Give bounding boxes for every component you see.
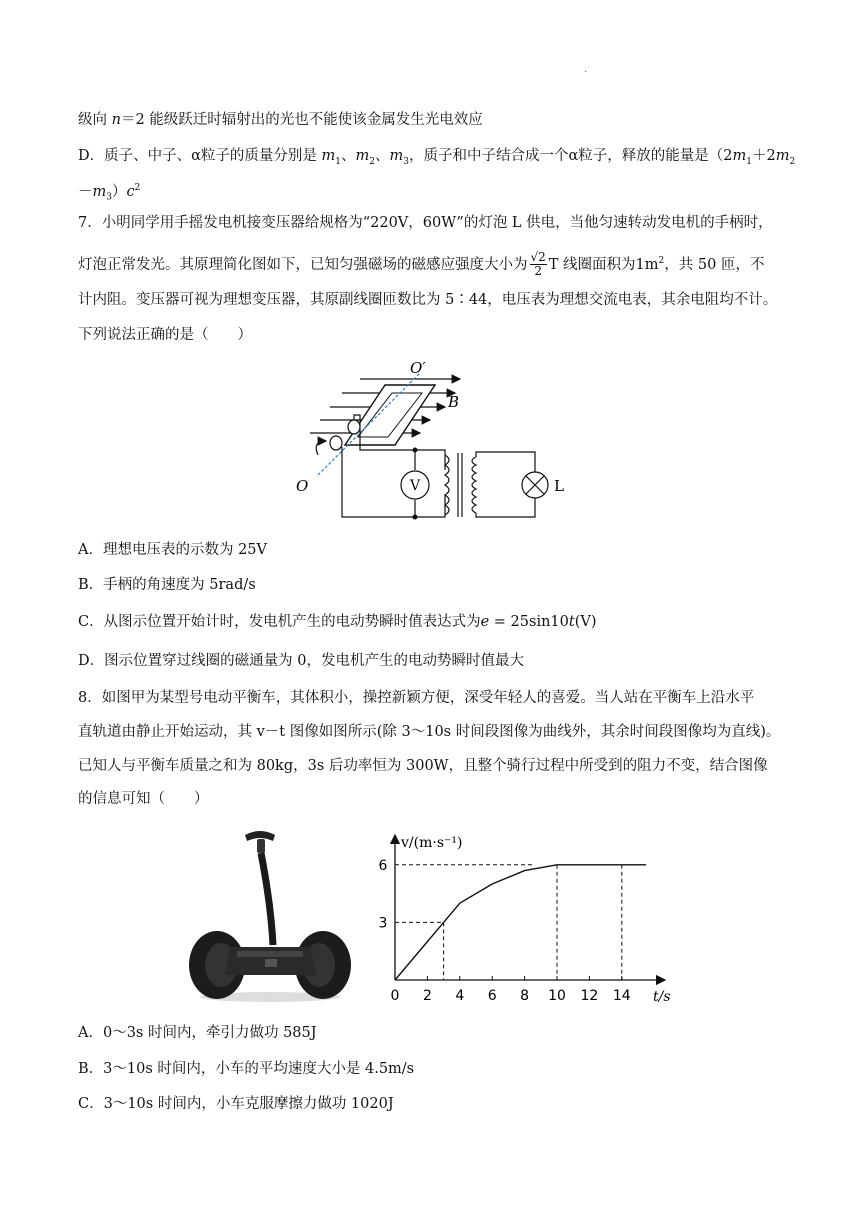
- slip-ring: [330, 436, 342, 450]
- x-tick-label: 10: [548, 988, 566, 1004]
- q7-fraction: $\frac{√2}{2}$: [530, 250, 546, 279]
- field-label-b: B: [448, 393, 460, 411]
- q7-option-c: C．从图示位置开始计时，发电机产生的电动势瞬时值表达式为e = 25sin10t(V): [78, 614, 597, 630]
- x-tick-label: 12: [580, 988, 599, 1004]
- velocity-time-chart: [365, 825, 685, 1010]
- rotation-arrow: [316, 441, 326, 455]
- x-tick-label: 8: [520, 988, 530, 1004]
- q7-stem-line4: 下列说法正确的是（ ）: [78, 327, 252, 343]
- q7-option-a: A．理想电压表的示数为 25V: [78, 542, 268, 558]
- y-axis-label: v/(m·s⁻¹): [401, 835, 463, 851]
- prev-option-continuation: 级向 n＝2 能级跃迁时辐射出的光也不能使该金属发生光电效应: [78, 112, 483, 128]
- q8-option-c: C．3～10s 时间内，小车克服摩擦力做功 1020J: [78, 1096, 394, 1112]
- x-tick-label: 4: [455, 988, 465, 1004]
- axis-label-o: O: [296, 477, 309, 495]
- prev-option-d: D．质子、中子、α粒子的质量分别是 $m_1$、$m_2$、$m_3$，质子和中子结合成一个α粒子，释放的能量是（$2m_1+2m_2$: [78, 148, 796, 167]
- q7-stem-line1: 7．小明同学用手摇发电机接变压器给规格为“220V，60W”的灯泡 L 供电，当他匀速转动发电机的手柄时，: [78, 215, 773, 231]
- voltmeter-label: V: [409, 478, 421, 494]
- q8-stem-line1: 8．如图甲为某型号电动平衡车，其体积小，操控新颖方便，深受年轻人的喜爱。当人站在平衡车上沿水平: [78, 690, 755, 706]
- q7-stem-line2: 灯泡正常发光。其原理简化图如下，已知匀强磁场的磁感应强度大小为 $\frac{√2}{2}$ T 线圈面积为$1m^2$，共 50 匝，不: [78, 250, 765, 279]
- x-tick-label: 6: [487, 988, 497, 1004]
- q8-stem-line3: 已知人与平衡车质量之和为 80kg，3s 后功率恒为 300W，且整个骑行过程中所受到的阻力不变，结合图像: [78, 758, 768, 774]
- q7-option-d: D．图示位置穿过线圈的磁通量为 0，发电机产生的电动势瞬时值最大: [78, 653, 524, 669]
- q7-option-b: B．手柄的角速度为 5rad/s: [78, 577, 256, 593]
- x-tick-label: 14: [612, 988, 631, 1004]
- q8-stem-line4: 的信息可知（ ）: [78, 791, 209, 807]
- prev-option-d-cont: $-m_3)c^2$: [78, 183, 141, 203]
- y-tick-label: 6: [378, 857, 388, 874]
- q8-option-a: A．0～3s 时间内，牵引力做功 585J: [78, 1025, 317, 1041]
- transformer-secondary: [472, 457, 476, 513]
- q7-stem-line3: 计内阻。变压器可视为理想变压器，其原副线圈匝数比为 5∶44，电压表为理想交流电表，其余电阻均不计。: [78, 292, 778, 308]
- x-tick-label: 2: [422, 988, 432, 1004]
- lamp-label: L: [554, 477, 564, 495]
- q8-option-b: B．3～10s 时间内，小车的平均速度大小是 4.5m/s: [78, 1061, 415, 1077]
- x-axis-label: t/s: [653, 989, 671, 1005]
- axis-label-o-prime: O′: [410, 359, 426, 377]
- balance-scooter-image: [185, 825, 355, 1005]
- y-tick-label: 3: [378, 915, 388, 932]
- q8-stem-line2: 直轨道由静止开始运动，其 v－t 图像如图所示(除 3～10s 时间段图像为曲线外，其余时间段图像均为直线)。: [78, 724, 781, 740]
- page-marker: .: [584, 64, 588, 75]
- transformer-primary: [445, 455, 449, 515]
- x-tick-label: 0: [390, 988, 400, 1004]
- slip-ring: [348, 420, 360, 434]
- q7-generator-diagram: [290, 355, 580, 525]
